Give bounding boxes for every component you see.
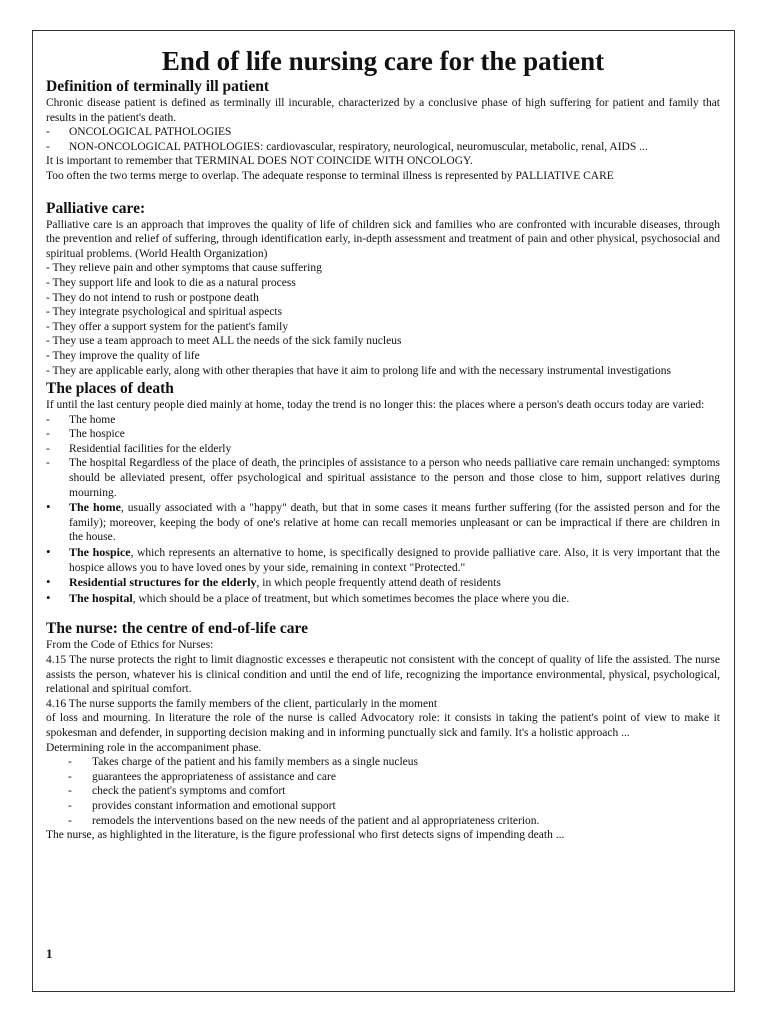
section-heading-definition: Definition of terminally ill patient bbox=[46, 78, 270, 95]
paragraph-4-15: 4.15 The nurse protects the right to limit diagnostic excesses e therapeutic not consistent with the concept of quality of life the assisted. The nurse assists the person, whatever his is clinical condition and until the end of life, recognizing the importance environmental, physical, psychological, relational and spiritual comfort. bbox=[46, 654, 720, 696]
list-item: - The home bbox=[46, 413, 116, 426]
note-line: It is important to remember that TERMINAL DOES NOT COINCIDE WITH ONCOLOGY. bbox=[46, 155, 473, 168]
definition-paragraph: Chronic disease patient is defined as terminally ill incurable, characterized by a conclusive phase of high suffering for patient and family that results in the patient's death. bbox=[46, 97, 720, 124]
document-body bbox=[46, 44, 720, 843]
list-item: - The hospice bbox=[46, 428, 125, 441]
page-number: 1 bbox=[46, 946, 53, 961]
list-item: - They are applicable early, along with other therapies that have it aim to prolong life and with the necessary instrumental investigations bbox=[46, 364, 671, 377]
list-item: - The hospital Regardless of the place of death, the principles of assistance to a person who needs palliative care remain unchanged: symptoms should be alleviated present, offer psychological and spiritual assistance to the person and those close to him, support relatives during mourning. bbox=[46, 457, 720, 499]
places-paragraph: If until the last century people died mainly at home, today the trend is no longer this: the places where a person's death occurs today are varied: bbox=[46, 399, 705, 412]
list-item: - remodels the interventions based on the new needs of the patient and al appropriateness criterion. bbox=[68, 814, 540, 827]
list-item: - ONCOLOGICAL PATHOLOGIES bbox=[46, 126, 232, 139]
list-item: - They relieve pain and other symptoms that cause suffering bbox=[46, 262, 322, 275]
closing-line: The nurse, as highlighted in the literature, is the figure professional who first detects signs of impending death ... bbox=[46, 829, 565, 842]
list-item: - check the patient's symptoms and comfort bbox=[68, 785, 286, 798]
determining-line: Determining role in the accompaniment phase. bbox=[46, 741, 262, 754]
paragraph-4-16-line: 4.16 The nurse supports the family members of the client, particularly in the moment bbox=[46, 697, 438, 710]
list-item: - They support life and look to die as a natural process bbox=[46, 276, 296, 289]
page-title: End of life nursing care for the patient bbox=[161, 46, 605, 76]
list-item: - guarantees the appropriateness of assistance and care bbox=[68, 770, 336, 783]
bullet-item: • The hospital, which should be a place of treatment, but which sometimes becomes the place where you die. bbox=[46, 589, 570, 605]
note-line: Too often the two terms merge to overlap. The adequate response to terminal illness is represented by PALLIATIVE CARE bbox=[46, 169, 614, 182]
bullet-item: • Residential structures for the elderly, in which people frequently attend death of residents bbox=[46, 574, 501, 590]
palliative-paragraph: Palliative care is an approach that improves the quality of life of children sick and families who are confronted with incurable diseases, through the prevention and relief of suffering, through identification early, in-depth assessment and treatment of pain and other physical, psychosocial and spiritual problems. (World Health Organization) bbox=[46, 218, 720, 260]
paragraph-4-16: of loss and mourning. In literature the role of the nurse is called Advocatory role: it consists in taking the patient's point of view to make it spokesman and defender, in supporting decision making and in informing punctually sick and family. It's a holistic approach ... bbox=[46, 712, 720, 739]
list-item: - They offer a support system for the patient's family bbox=[46, 320, 289, 333]
list-item: - Residential facilities for the elderly bbox=[46, 442, 232, 455]
code-line: From the Code of Ethics for Nurses: bbox=[46, 639, 214, 652]
bullet-item: • The home, usually associated with a "happy" death, but that in some cases it means further suffering (for the assisted person and for the family); moreover, keeping the body of one's relative at home can recall memories unpleasant or can be impractical if there are children in the house. bbox=[46, 499, 720, 544]
list-item: - They integrate psychological and spiritual aspects bbox=[46, 306, 283, 319]
section-heading-nurse: The nurse: the centre of end-of-life care bbox=[46, 620, 308, 638]
list-item: - They do not intend to rush or postpone death bbox=[46, 291, 259, 304]
section-heading-palliative: Palliative care: bbox=[46, 199, 146, 217]
list-item: - NON-ONCOLOGICAL PATHOLOGIES: cardiovascular, respiratory, neurological, neuromuscular, metabolic, renal, AIDS ... bbox=[46, 140, 648, 153]
list-item: - provides constant information and emotional support bbox=[68, 799, 336, 812]
list-item: - They improve the quality of life bbox=[46, 349, 200, 362]
section-heading-places: The places of death bbox=[46, 380, 174, 398]
list-item: - They use a team approach to meet ALL the needs of the sick family nucleus bbox=[46, 335, 402, 348]
bullet-item: • The hospice, which represents an alternative to home, is specifically designed to provide palliative care. Also, it is very important that the hospice allows you to have loved ones by your side, remaining in context "Protected." bbox=[46, 544, 720, 574]
list-item: - Takes charge of the patient and his family members as a single nucleus bbox=[68, 756, 418, 769]
